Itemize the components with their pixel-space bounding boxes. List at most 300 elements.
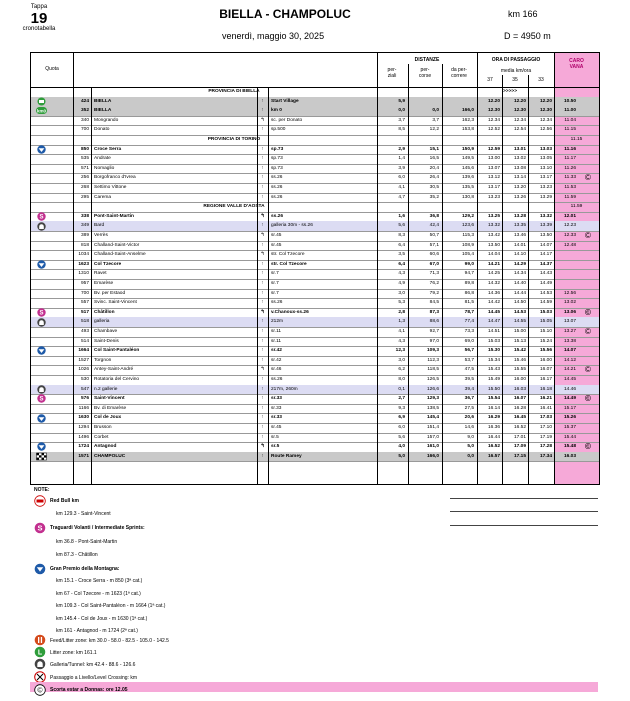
- location-name: Châtillon: [94, 309, 115, 315]
- mountain-gpm-icon: [35, 346, 48, 355]
- time-35: 15.46: [513, 357, 526, 363]
- col-media: media km/ora: [500, 68, 532, 74]
- time-33: 16.18: [539, 386, 552, 392]
- time-37: 15.34: [487, 357, 500, 363]
- dist-percorse: 12,2: [429, 127, 439, 133]
- carovana-time: 11.00: [564, 108, 576, 114]
- page-title: BIELLA - CHAMPOLUC: [219, 7, 351, 21]
- road-name: sp.500: [271, 127, 286, 133]
- carovana-time: 14.12: [563, 357, 576, 363]
- timetable-row: [31, 250, 599, 260]
- tappa-number: 19: [30, 10, 48, 27]
- time-35: 14.34: [513, 271, 526, 277]
- time-37: 14.21: [487, 261, 500, 267]
- timetable-row: [31, 375, 599, 385]
- copyright-mark-icon: ©: [585, 231, 591, 240]
- direction-arrow: ↑: [261, 242, 264, 248]
- road-name: str. Col Tzecore: [271, 261, 307, 267]
- time-35: 12.34: [513, 117, 526, 123]
- litter-zone-icon: [34, 645, 46, 657]
- time-33: 12.56: [539, 127, 552, 133]
- dist-percorse: 166,0: [426, 453, 439, 459]
- timetable-row: [31, 452, 599, 462]
- carovana-time: 14.07: [563, 348, 576, 354]
- time-33: 12.30: [539, 108, 552, 114]
- timetable-row: [31, 365, 599, 375]
- feed-zone-icon: [34, 633, 46, 645]
- mountain-gpm-icon: [34, 562, 46, 574]
- dist-percorse: 109,3: [426, 348, 439, 354]
- location-name: Bv. di Emarèse: [94, 405, 127, 411]
- dist-da-percorrere: 123,6: [461, 223, 474, 229]
- location-name: Col de Joux: [94, 415, 122, 421]
- timetable-row: [31, 317, 599, 327]
- time-37: 13.00: [487, 156, 500, 162]
- timetable-row: [31, 260, 599, 270]
- carovana-time: 14.49: [563, 396, 576, 402]
- time-37: 16.36: [487, 425, 500, 430]
- timetable-row: [31, 125, 599, 135]
- km-zero-icon: [35, 106, 48, 115]
- dist-da-percorrere: 139,6: [461, 175, 474, 181]
- dist-da-percorrere: 5,0: [467, 444, 474, 450]
- carovana-time: 13.38: [563, 338, 576, 344]
- location-name: Col Tzecore: [94, 261, 122, 267]
- col-da-percorrere: da per- correre: [451, 67, 467, 79]
- svg-text:S: S: [37, 523, 43, 533]
- direction-arrow: ↰: [260, 367, 265, 373]
- location-name: Svinc. Saint-Vincent: [94, 300, 137, 306]
- sprint-icon: [35, 212, 48, 221]
- direction-arrow: ↑: [261, 425, 264, 430]
- time-37: 16.14: [487, 405, 500, 411]
- dist-parziali: 3,0: [398, 290, 405, 296]
- time-37: 13.32: [487, 223, 500, 229]
- time-37: 14.36: [487, 290, 500, 296]
- time-33: 16.07: [539, 367, 552, 373]
- time-33: 12.34: [539, 117, 552, 123]
- quota: 535: [80, 156, 89, 162]
- col-line: [268, 87, 269, 484]
- dist-da-percorrere: 145,6: [461, 165, 474, 171]
- direction-arrow: ↑: [261, 453, 264, 459]
- road-name: sc. per Donato: [271, 117, 303, 123]
- dist-parziali: 0,0: [398, 108, 405, 114]
- time-37: 12.34: [487, 117, 500, 123]
- time-37: 14.42: [487, 300, 500, 306]
- carovana-time: 10.50: [563, 98, 576, 104]
- time-37: 14.45: [487, 309, 500, 315]
- direction-arrow: ↰: [260, 444, 265, 450]
- quota: 1026: [78, 367, 89, 373]
- location-name: Challand-Saint-Anselme: [94, 252, 146, 258]
- time-35: 14.44: [513, 290, 526, 296]
- road-name: Start Village: [271, 98, 299, 104]
- road-name: sp.73: [271, 146, 284, 152]
- time-35: 15.00: [513, 329, 526, 334]
- time-37: 15.50: [487, 386, 500, 392]
- col-line: [528, 75, 529, 484]
- time-37: 14.25: [487, 271, 500, 277]
- carovana-time: 16.03: [563, 453, 576, 459]
- time-35: 13.46: [513, 233, 526, 238]
- dist-parziali: 6,4: [398, 261, 405, 267]
- dist-percorse: 71,3: [429, 271, 439, 277]
- time-33: 17.34: [539, 453, 552, 459]
- dist-parziali: 5,9: [398, 98, 405, 104]
- carovana-time: 11.53: [564, 185, 576, 190]
- tappa-type: cronotabella: [22, 26, 56, 32]
- col-distanze: DISTANZE: [414, 57, 440, 63]
- mountain-gpm-icon: [35, 414, 48, 423]
- time-35: 12.30: [513, 108, 526, 114]
- location-name: Chambave: [94, 329, 118, 334]
- timetable-row: [31, 404, 599, 414]
- carovana-time: 13.02: [563, 300, 576, 306]
- carovana-time: 12.23: [563, 223, 576, 229]
- dist-parziali: 6,0: [398, 175, 405, 181]
- dist-da-percorrere: 56,7: [464, 348, 474, 354]
- dist-parziali: 5,6: [398, 434, 405, 440]
- time-33: 13.23: [539, 185, 552, 190]
- section-header-row: [31, 135, 599, 145]
- time-37: 13.12: [487, 175, 500, 181]
- dist-da-percorrere: 27,5: [464, 405, 474, 411]
- dist-percorse: 42,4: [429, 223, 439, 229]
- location-name: galleria: [94, 319, 110, 325]
- carovana-time: 11.15: [570, 137, 583, 142]
- time-33: 14.59: [539, 300, 552, 306]
- dist-parziali: 12,3: [395, 348, 405, 354]
- quota: 850: [80, 146, 89, 152]
- quota: 1527: [78, 357, 89, 363]
- location-name: Emarèse: [94, 281, 114, 286]
- carovana-time: 11.59: [564, 194, 576, 200]
- time-33: 15.10: [539, 329, 552, 334]
- timetable-row: [31, 327, 599, 337]
- stage-dislivello: D = 4950 m: [504, 31, 551, 41]
- quota: 340: [80, 117, 89, 123]
- dist-percorse: 126,5: [426, 377, 439, 382]
- time-33: 15.56: [539, 348, 552, 354]
- road-name: sr.7: [271, 290, 279, 296]
- quota: 547: [80, 386, 89, 392]
- time-37: 13.42: [487, 233, 500, 238]
- dist-parziali: 3,7: [398, 117, 405, 123]
- timetable-row: [31, 356, 599, 366]
- section-label: PROVINCIA DI TORINO: [207, 137, 261, 142]
- location-name: Carema: [94, 194, 112, 200]
- svg-text:L: L: [37, 649, 43, 657]
- tunnel-icon: [35, 385, 48, 394]
- timetable-row: [31, 337, 599, 347]
- time-37: 12.59: [487, 146, 500, 152]
- road-name: ss.26: [271, 185, 283, 190]
- col-ora-passaggio: ORA DI PASSAGGIO: [491, 57, 541, 63]
- timetable-row: [31, 221, 599, 231]
- direction-arrow: ↑: [261, 175, 264, 181]
- time-33: 13.17: [539, 175, 552, 181]
- location-name: Nomaglio: [94, 165, 115, 171]
- col-line: [73, 53, 74, 484]
- copyright-mark-icon: ©: [585, 365, 591, 375]
- dist-da-percorrere: 73,3: [464, 329, 474, 334]
- carovana-time: 11.33: [564, 175, 576, 181]
- time-33: 14.17: [539, 252, 552, 258]
- dist-da-percorrere: 89,8: [464, 281, 474, 286]
- dist-percorse: 16,5: [429, 156, 439, 162]
- time-35: 13.35: [513, 223, 526, 229]
- road-name: ss.26: [271, 213, 284, 219]
- copyright-mark-icon: ©: [585, 442, 591, 452]
- direction-arrow: ↑: [261, 357, 264, 363]
- location-name: Saint-Vincent: [94, 396, 125, 402]
- quota: 352: [80, 108, 89, 114]
- col-speed-35: 35: [512, 77, 518, 83]
- road-name: sr.5: [271, 444, 280, 450]
- direction-arrow: ↰: [260, 233, 265, 238]
- time-35: 16.00: [513, 377, 526, 382]
- svg-text:©: ©: [37, 687, 43, 695]
- direction-arrow: ↑: [261, 98, 264, 104]
- time-35: 15.13: [513, 338, 526, 344]
- direction-arrow: ↑: [261, 300, 264, 306]
- carovana-time: 15.17: [563, 405, 576, 411]
- dist-parziali: 6,0: [398, 425, 405, 430]
- carovana-time: 14.45: [563, 377, 576, 382]
- carovana-time: 11.04: [564, 117, 576, 123]
- quota: 493: [80, 329, 89, 334]
- sprint-icon: [35, 394, 48, 403]
- time-35: 14.01: [513, 242, 526, 248]
- mountain-gpm-icon: [35, 145, 48, 154]
- carovana-time: 11.26: [564, 165, 576, 171]
- dist-parziali: 4,9: [398, 281, 405, 286]
- timetable-row: [31, 298, 599, 308]
- carovana-time: 12.56: [563, 290, 576, 296]
- dist-percorse: 97,0: [429, 338, 439, 344]
- time-35: 13.02: [513, 156, 526, 162]
- dist-da-percorrere: 14,6: [464, 425, 474, 430]
- note-rule: [450, 511, 598, 512]
- dist-percorse: 36,8: [429, 213, 439, 219]
- time-33: 16.17: [539, 377, 552, 382]
- col-line: [377, 53, 378, 484]
- dist-da-percorrere: 77,4: [464, 319, 474, 325]
- location-name: n.2 gallerie: [94, 386, 118, 392]
- carovana-time: 12.33: [563, 233, 576, 238]
- dist-parziali: 4,1: [398, 185, 405, 190]
- time-37: 14.04: [487, 252, 500, 258]
- time-33: 17.10: [539, 425, 552, 430]
- dist-parziali: 3,5: [398, 252, 405, 258]
- direction-arrow: ↑: [261, 405, 264, 411]
- note-gpm2: km 67 - Col Tzecore - m 1623 (1ª cat.): [56, 591, 141, 597]
- road-name: v.Chanoux-ss.26: [271, 309, 309, 315]
- sprint-icon: [35, 308, 48, 317]
- dist-percorse: 57,1: [429, 242, 439, 248]
- time-35: 17.15: [513, 453, 526, 459]
- timetable-row: [31, 442, 599, 452]
- time-37: 13.23: [487, 194, 500, 200]
- dist-parziali: 3,0: [398, 357, 405, 363]
- quota: 256: [80, 175, 89, 181]
- time-35: 15.42: [513, 348, 526, 354]
- quota: 957: [80, 281, 89, 286]
- dist-parziali: 6,9: [398, 415, 405, 421]
- section-label: REGIONE VALLE D'AOSTA: [203, 204, 265, 210]
- copyright-mark-icon: ©: [585, 307, 591, 317]
- quota: 818: [80, 242, 89, 248]
- time-33: 14.37: [539, 261, 552, 267]
- direction-arrow: ↑: [261, 194, 264, 200]
- road-name: sr.42: [271, 348, 282, 354]
- road-name: sr.45: [271, 242, 282, 248]
- direction-arrow: ↰: [260, 213, 265, 219]
- col-line: [91, 87, 92, 484]
- quota: 424: [80, 98, 89, 104]
- time-33: 16.41: [539, 405, 552, 411]
- dist-percorse: 15,1: [429, 146, 439, 152]
- road-name: ss.26: [271, 175, 283, 181]
- location-name: Challand-Saint-Victor: [94, 242, 140, 248]
- road-name: ss.26: [271, 377, 283, 382]
- time-37: 12.20: [487, 98, 500, 104]
- timetable-row: [31, 433, 599, 443]
- quota: 1166: [78, 405, 89, 411]
- time-33: 17.19: [539, 434, 552, 440]
- dist-da-percorrere: 115,3: [462, 233, 474, 238]
- direction-arrow: ↰: [260, 117, 265, 123]
- header-divider: [31, 87, 599, 88]
- timetable-row: [31, 394, 599, 404]
- dist-percorse: 151,4: [426, 425, 439, 430]
- timetable-row: [31, 173, 599, 183]
- time-33: 13.39: [539, 223, 552, 229]
- direction-arrow: ↑: [261, 185, 264, 190]
- note-feed: Feed/Litter zone: km 30.0 - 58.0 - 82.5 - 105.0 - 142.5: [50, 638, 169, 644]
- location-name: Col Saint-Pantaléon: [94, 348, 140, 354]
- dist-da-percorrere: 129,2: [461, 213, 474, 219]
- road-name: sr.5: [271, 434, 279, 440]
- stage-date: venerdì, maggio 30, 2025: [222, 31, 325, 41]
- time-35: 17.01: [513, 434, 526, 440]
- time-33: 13.03: [539, 146, 552, 152]
- stage-badge: [20, 4, 58, 33]
- time-33: 14.43: [539, 271, 552, 277]
- dist-parziali: 1,4: [398, 156, 405, 162]
- dist-da-percorrere: 53,7: [464, 357, 474, 363]
- road-name: Route Ramey: [271, 453, 302, 459]
- dist-da-percorrere: 105,4: [461, 252, 474, 258]
- carovana-time: 14.46: [563, 386, 576, 392]
- time-37: 16.44: [487, 434, 500, 440]
- timetable-row: [31, 413, 599, 423]
- time-35: 14.10: [513, 252, 526, 258]
- time-35: 16.03: [513, 386, 526, 392]
- dist-parziali: 4,3: [398, 338, 405, 344]
- location-name: Andrate: [94, 156, 111, 162]
- time-33: 15.24: [539, 338, 552, 344]
- note-crossing: Passaggio a Livello/Level Crossing: km: [50, 675, 137, 681]
- road-name: sr.33: [271, 415, 282, 421]
- quota: 1310: [78, 271, 89, 277]
- carovana-time: 13.27: [563, 329, 576, 334]
- timetable-row: [31, 145, 599, 155]
- dist-percorse: 76,2: [429, 281, 439, 286]
- timetable-row: [31, 289, 599, 299]
- dist-parziali: 5,6: [398, 223, 405, 229]
- timetable-row: [31, 308, 599, 318]
- time-37: 13.50: [487, 242, 500, 248]
- dist-percorse: 92,7: [429, 329, 439, 334]
- quota: 1630: [78, 415, 89, 421]
- start-flag-icon: [35, 97, 48, 106]
- road-name: sr.45: [271, 425, 282, 430]
- time-37: 14.32: [487, 281, 500, 286]
- dist-parziali: 5,3: [398, 300, 405, 306]
- road-name: sp.73: [271, 165, 283, 171]
- direction-arrow: ↰: [260, 309, 265, 315]
- time-37: 12.30: [487, 108, 500, 114]
- road-name: sp.73: [271, 156, 283, 162]
- escort-icon: [34, 683, 46, 695]
- level-crossing-icon: [34, 670, 46, 682]
- note-redbull: Red Bull km: [50, 498, 79, 504]
- quota: 295: [80, 194, 89, 200]
- quota: 1724: [78, 444, 89, 450]
- direction-arrow: ↑: [261, 290, 264, 296]
- time-35: 13.28: [513, 213, 526, 219]
- road-name: sr.33: [271, 405, 282, 411]
- dist-percorse: 26,4: [429, 175, 439, 181]
- timetable-row: [31, 183, 599, 193]
- col-line: [442, 64, 443, 484]
- dist-percorse: 79,2: [429, 290, 439, 296]
- direction-arrow: ↑: [261, 108, 264, 114]
- dist-parziali: 1,3: [398, 319, 405, 325]
- dist-da-percorrere: 39,5: [464, 377, 474, 382]
- location-name: CHAMPOLUC: [94, 453, 126, 459]
- time-33: 13.32: [539, 213, 552, 219]
- location-name: Settimo Vittone: [94, 185, 127, 190]
- carovana-time: 11.15: [564, 127, 576, 133]
- timetable-row: [31, 385, 599, 395]
- note-gpm4: km 145.4 - Col de Joux - m 1630 (1ª cat.): [56, 616, 148, 622]
- dist-da-percorrere: 81,5: [464, 300, 474, 306]
- time-35: 16.45: [513, 415, 526, 421]
- dist-da-percorrere: 20,6: [464, 415, 474, 421]
- quota: 700: [80, 127, 89, 133]
- dist-percorse: 67,0: [429, 261, 439, 267]
- time-37: 12.52: [487, 127, 500, 133]
- note-scorta: Scorta estar a Donnas: ore 12.05: [50, 687, 128, 693]
- carovana-time: 11.17: [564, 156, 576, 162]
- carovana-time: 13.06: [563, 309, 576, 315]
- time-37: 16.57: [487, 453, 500, 459]
- dist-da-percorrere: 69,0: [464, 338, 474, 344]
- road-name: sr.11: [271, 338, 282, 344]
- direction-arrow: ↑: [261, 271, 264, 277]
- direction-arrow: ↑: [261, 329, 264, 334]
- dist-parziali: 2,9: [398, 146, 405, 152]
- dist-da-percorrere: 149,5: [461, 156, 474, 162]
- time-37: 16.29: [487, 415, 500, 421]
- dist-parziali: 0,1: [398, 386, 405, 392]
- time-35: 12.20: [513, 98, 526, 104]
- note-title: NOTE:: [34, 487, 50, 493]
- dist-parziali: 8,5: [398, 127, 405, 133]
